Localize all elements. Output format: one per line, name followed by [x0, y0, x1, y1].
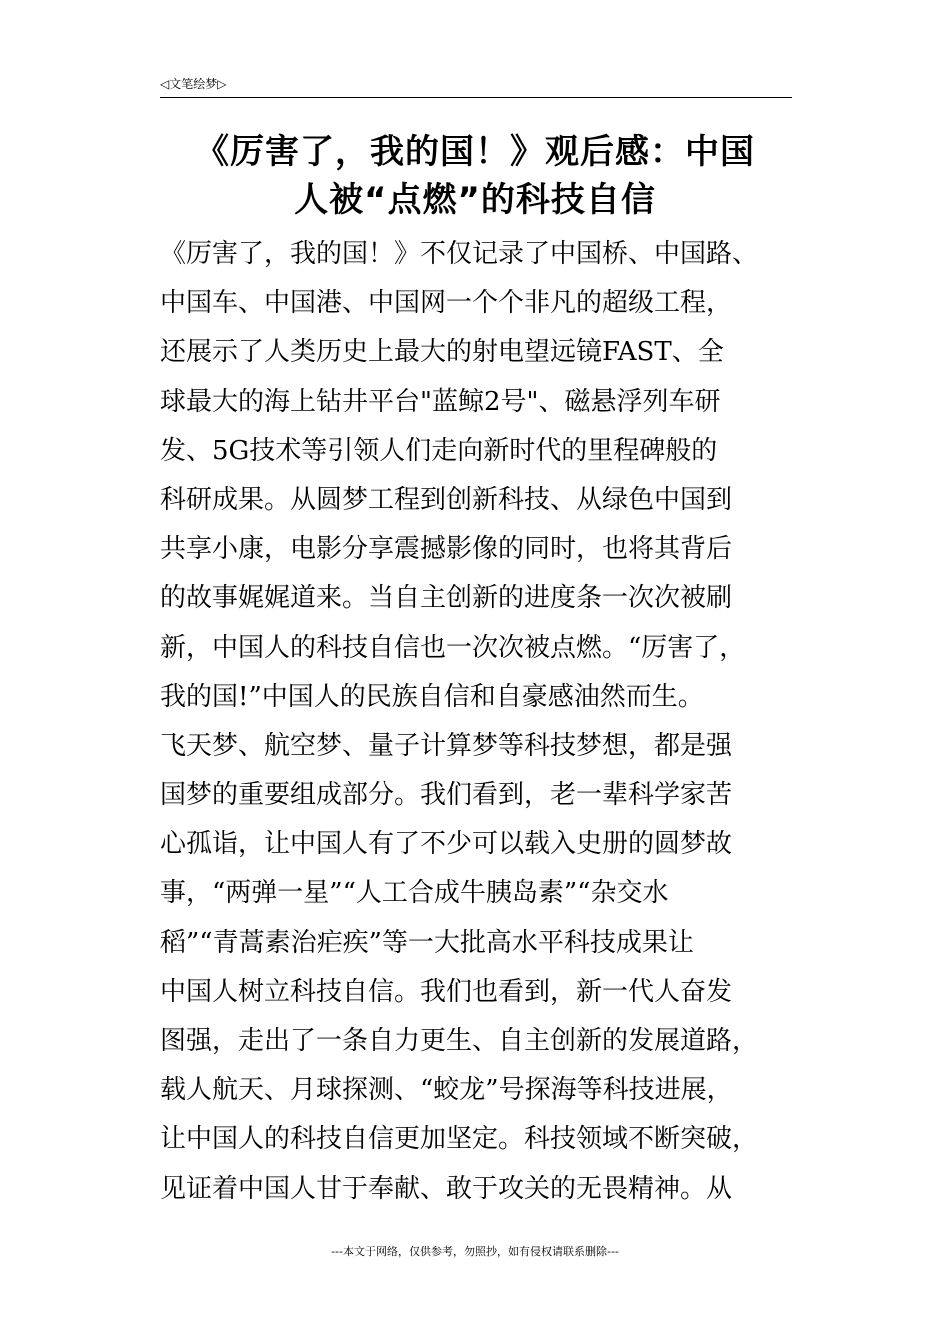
body-line: 让中国人的科技自信更加坚定。科技领域不断突破， [160, 1124, 759, 1155]
body-line: 球最大的海上钻井平台"蓝鲸2号"、磁悬浮列车研 [160, 386, 721, 417]
body-text [160, 230, 805, 1214]
header-divider [160, 97, 792, 98]
body-line: 中国人树立科技自信。我们也看到，新一代人奋发 [160, 976, 733, 1007]
header-label: ◁文笔绘梦▷ [160, 77, 227, 91]
body-line: 国梦的重要组成部分。我们看到，老一辈科学家苦 [160, 780, 733, 811]
body-line: 中国车、中国港、中国网一个个非凡的超级工程， [160, 288, 733, 319]
body-line: 科研成果。从圆梦工程到创新科技、从绿色中国到 [160, 484, 733, 515]
title-line-2: 人被“点燃”的科技自信 [294, 180, 656, 220]
title-line-1: 《厉害了，我的国！》观后感：中国 [195, 132, 755, 172]
body-line: 稻”“青蒿素治疟疾”等一大批高水平科技成果让 [160, 927, 694, 958]
body-line: 共享小康，电影分享震撼影像的同时，也将其背后 [160, 534, 733, 565]
body-line: 《厉害了，我的国！》不仅记录了中国桥、中国路、 [160, 239, 759, 269]
body-line: 事，“两弹一星”“人工合成牛胰岛素”“杂交水 [160, 878, 669, 909]
document-title [150, 128, 800, 224]
body-line: 的故事娓娓道来。当自主创新的进度条一次次被刷 [160, 583, 733, 614]
body-line: 飞天梦、航空梦、量子计算梦等科技梦想，都是强 [160, 730, 733, 761]
body-line: 心孤诣，让中国人有了不少可以载入史册的圆梦故 [160, 829, 733, 860]
body-line: 还展示了人类历史上最大的射电望远镜FAST、全 [160, 337, 724, 368]
body-line: 载人航天、月球探测、“蛟龙”号探海等科技进展， [160, 1075, 733, 1106]
body-line: 我的国!”中国人的民族自信和自豪感油然而生。 [160, 681, 704, 712]
body-line: 发、5G技术等引领人们走向新时代的里程碑般的 [160, 435, 718, 466]
body-line: 图强，走出了一条自力更生、自主创新的发展道路， [160, 1026, 759, 1056]
body-line: 新，中国人的科技自信也一次次被点燃。“厉害了， [160, 632, 746, 663]
footer-disclaimer: ---本文于网络，仅供参考，勿照抄，如有侵权请联系删除--- [331, 1245, 619, 1258]
body-line: 见证着中国人甘于奉献、敢于攻关的无畏精神。从 [160, 1173, 733, 1204]
